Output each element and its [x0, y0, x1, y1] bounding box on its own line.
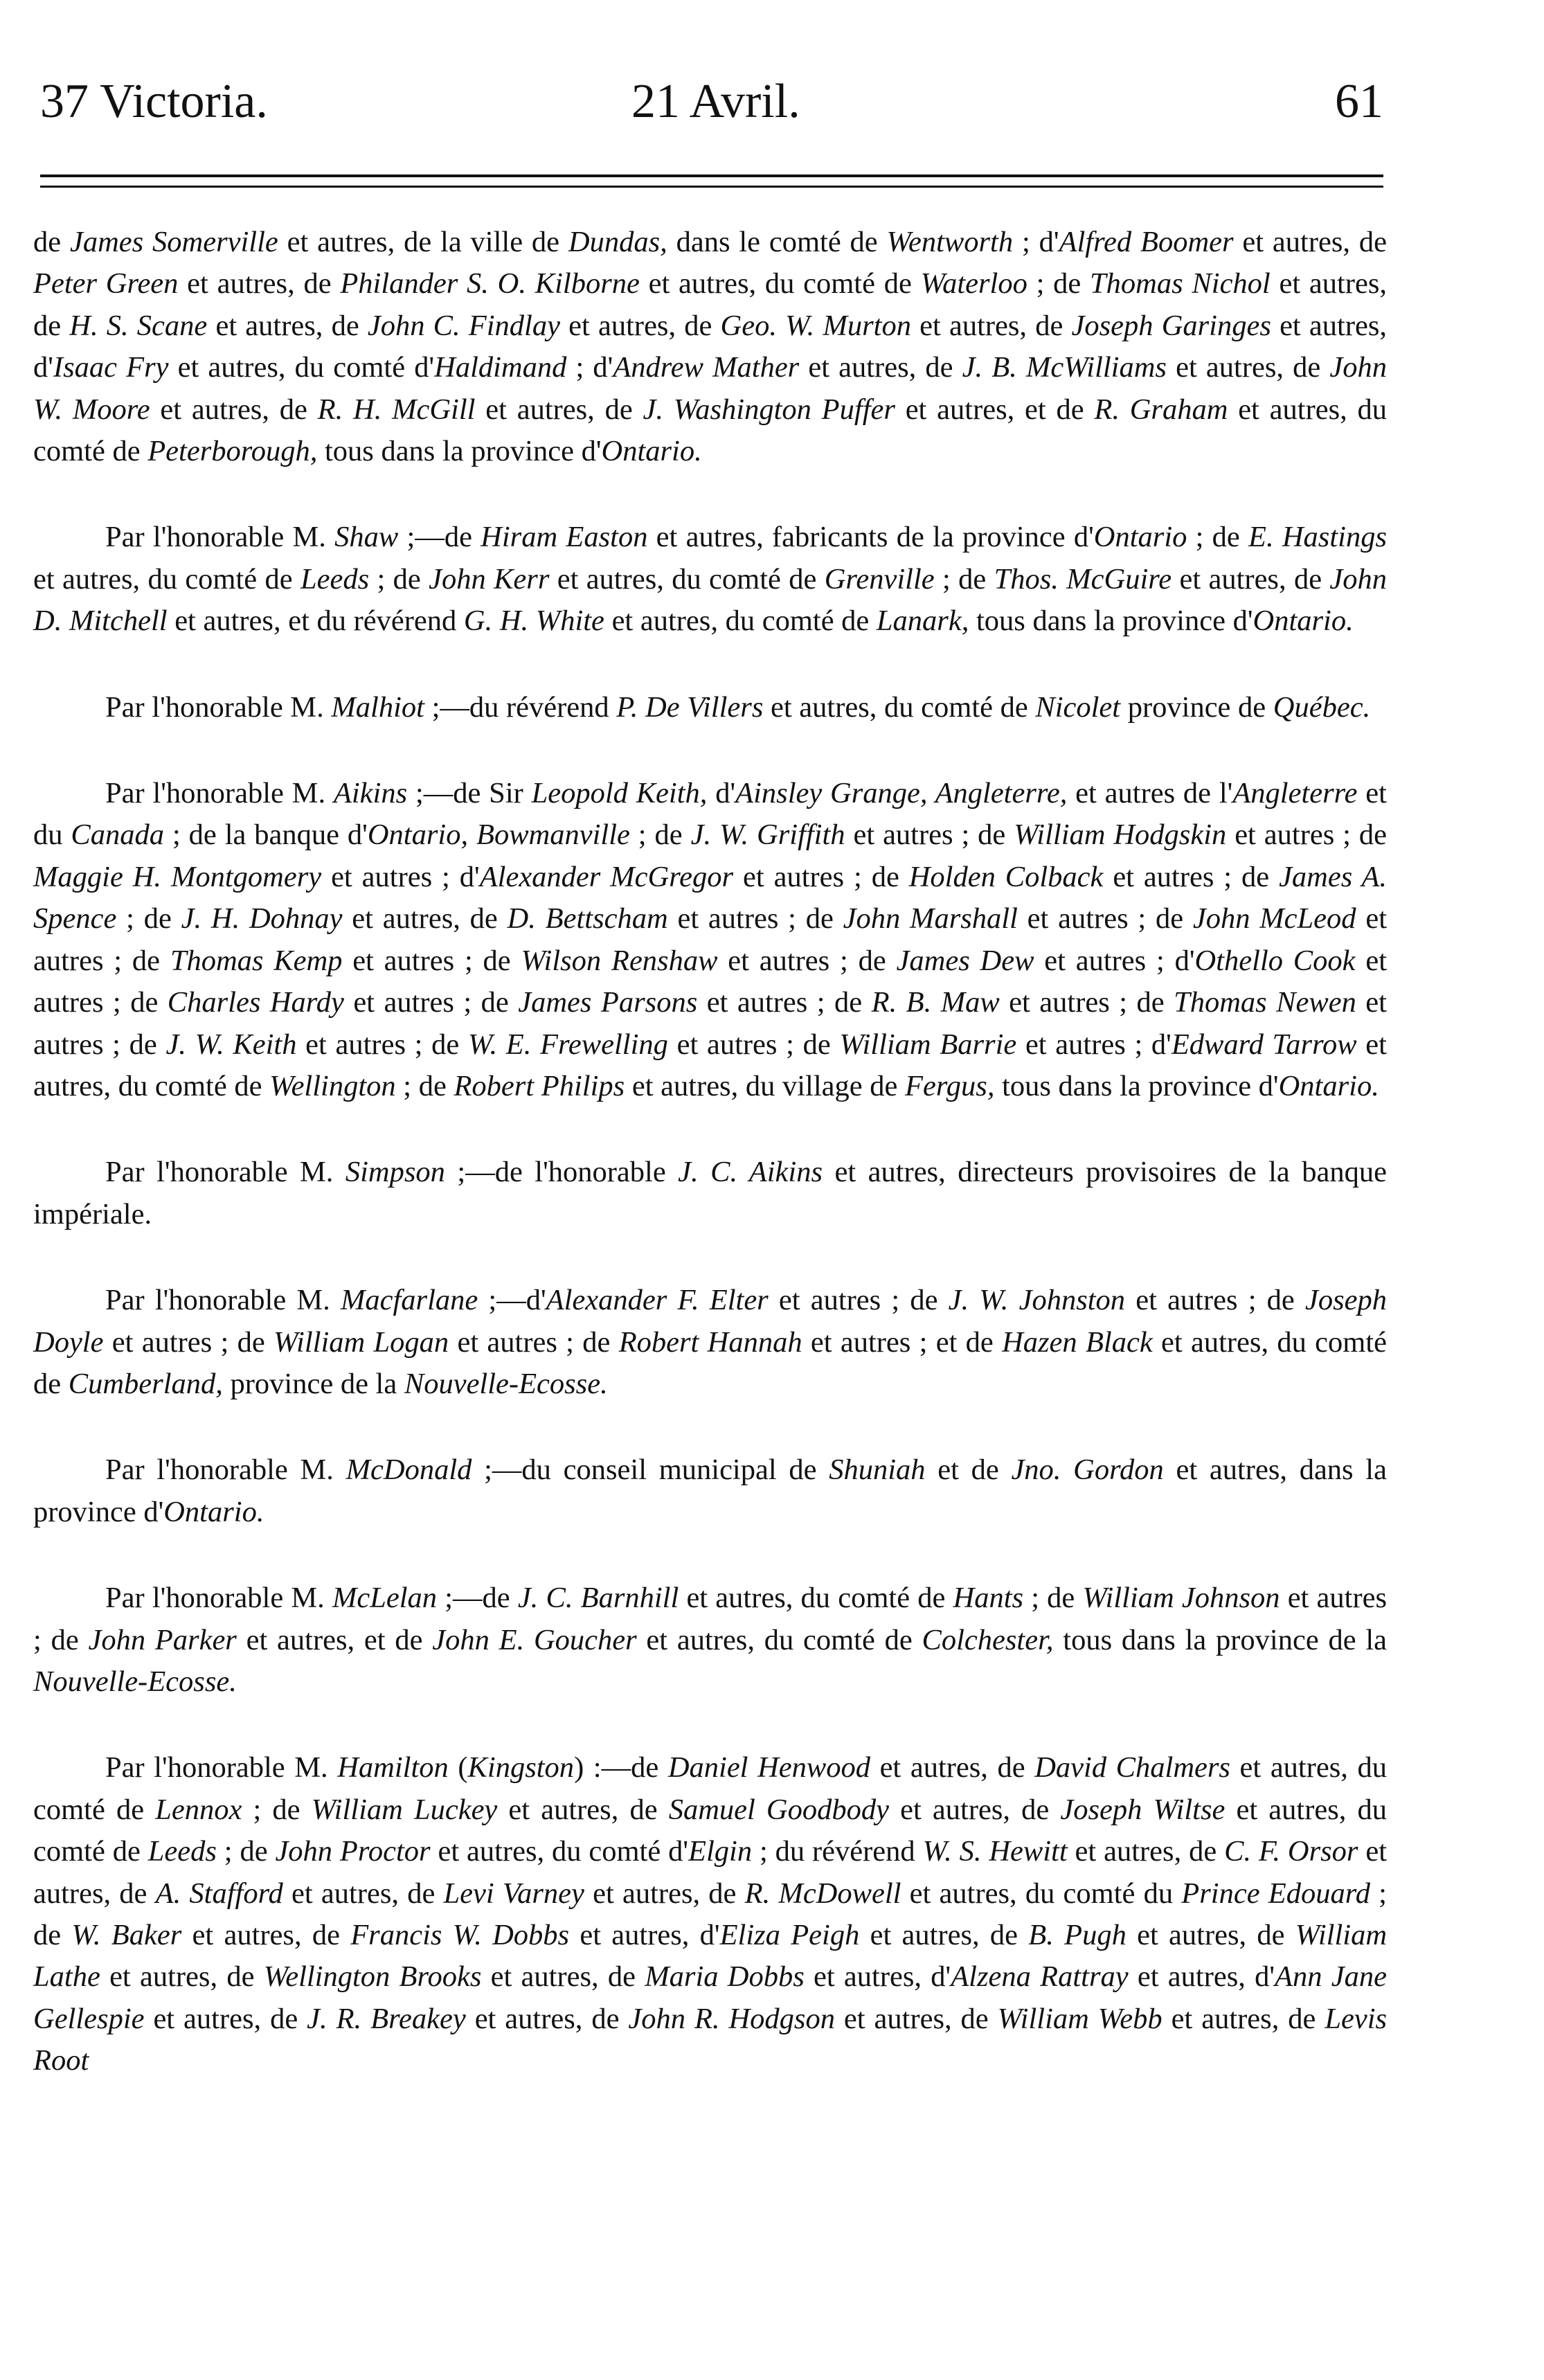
name-text: Haldimand [434, 351, 567, 384]
body-text-run: et autres, de [834, 2002, 998, 2035]
body-text-run: et autres ; de [1017, 902, 1193, 936]
body-text-run: et autres, du comté de [549, 562, 825, 596]
body-text-run: ; de [216, 1835, 276, 1868]
name-text: John McLeod [1192, 902, 1356, 936]
name-text: G. H. White [463, 605, 604, 638]
name-text: Isaac Fry [53, 351, 169, 384]
body-text-run: et autres, d' [1128, 1960, 1275, 1994]
name-text: Peter Green [33, 267, 179, 301]
body-text-run: et autres, de [497, 1793, 669, 1826]
name-text: R. H. McGill [317, 393, 476, 426]
body-text-run: et autres, du comté de [639, 267, 921, 301]
name-text: Othello Cook [1194, 944, 1356, 977]
body-text-run: et autres, et de [236, 1623, 433, 1656]
name-text: Levis Root [33, 2002, 1388, 2077]
name-text: Holden Colback [908, 860, 1104, 893]
name-text: Fergus, [905, 1069, 995, 1102]
body-text-run: et autres, de [178, 267, 341, 301]
body-text-run: et autres, de [481, 1960, 645, 1994]
petition-paragraph-aikins [33, 773, 1387, 1107]
body-text-run: et autres ; de [768, 1284, 949, 1317]
body-text-run: et autres ; d' [1034, 944, 1195, 977]
body-text-run: et autres ; de [733, 860, 909, 893]
body-text-run: et autres, de [342, 902, 508, 936]
body-text-run: et autres, de [1126, 1919, 1295, 1951]
body-text-run: et autres, du comté de [33, 1028, 1387, 1102]
body-text-run: et autres, du comté de [33, 393, 1388, 468]
body-text-run: et autres, d' [33, 309, 1388, 384]
body-text-run: Par l'honorable M. [105, 1582, 332, 1615]
body-text-run: et autres, de [33, 1835, 1388, 1910]
name-text: John Kerr [429, 562, 550, 596]
name-text: Ontario. [1253, 605, 1354, 638]
name-text: Samuel Goodbody [668, 1793, 889, 1826]
name-text: Alexander McGregor [479, 860, 734, 893]
body-text-run: et autres, du comté d' [430, 1835, 688, 1868]
name-text: Thomas Newen [1174, 986, 1356, 1019]
body-text-run: province de [1120, 690, 1273, 724]
body-text-run: ; d' [1013, 226, 1059, 258]
name-text: Wellington [269, 1069, 396, 1102]
body-text-run: tous dans la province d' [317, 435, 602, 468]
name-text: Daniel Henwood [667, 1751, 870, 1784]
body-text-run: et autres, de [100, 1960, 264, 1994]
body-text-run: Par l'honorable M. [105, 1156, 345, 1189]
body-text-run: et autres, de [1067, 1835, 1225, 1868]
body-text-run: et autres, de [1172, 562, 1330, 596]
body-text-run: et autres ; de [33, 902, 1387, 977]
name-text: William Webb [997, 2002, 1163, 2035]
petition-paragraph-malhiot [33, 687, 1387, 728]
name-text: Malhiot [331, 690, 424, 724]
name-text: McDonald [345, 1453, 472, 1487]
name-text: R. Graham [1094, 393, 1228, 426]
body-text-run: ; du révérend [752, 1835, 923, 1868]
body-text-run: et autres, du village de [625, 1069, 905, 1102]
name-text: Hants [953, 1582, 1024, 1615]
body-text-run: ; de [629, 818, 691, 852]
body-text-run: et autres, de [465, 2002, 629, 2035]
name-text: Joseph Doyle [33, 1284, 1387, 1359]
body-text-run: et autres, de [888, 1793, 1061, 1826]
name-text: J. Washington Puffer [643, 393, 895, 426]
header-rule-bottom [40, 186, 1383, 188]
name-text: Alzena Rattray [951, 1960, 1129, 1994]
body-text-run: ; d' [566, 351, 613, 384]
name-text: Lennox [155, 1793, 242, 1826]
body-text-run: et autres, de [144, 2002, 307, 2035]
name-text: R. B. Maw [871, 986, 1000, 1019]
body-text-run: et autres, et de [895, 393, 1095, 426]
body-text-run: ; de [116, 902, 181, 936]
body-text-run: ; de [1023, 1582, 1083, 1615]
body-text-run: et autres, du comté du [901, 1877, 1182, 1910]
name-text: Edward Tarrow [1171, 1028, 1357, 1061]
body-text-run: et autres, du comté de [763, 690, 1036, 724]
body-text-run: Par l'honorable M. [105, 1284, 341, 1317]
name-text: Hazen Black [1002, 1325, 1153, 1359]
body-text-run: ; de [934, 562, 994, 596]
body-text-run: et autres ; de [1125, 1284, 1305, 1317]
name-text: Andrew Mather [613, 351, 800, 384]
name-text: J. B. McWilliams [962, 351, 1167, 384]
name-text: J. H. Dohnay [181, 902, 343, 936]
body-text-run: et de [925, 1453, 1012, 1487]
body-text-run: et autres ; de [999, 986, 1174, 1019]
body-text-run: et autres ; de [103, 1325, 273, 1359]
name-text: Philander S. O. Kilborne [340, 267, 640, 301]
name-text: Ainsley Grange, Angleterre, [735, 777, 1068, 810]
name-text: Charles Hardy [167, 986, 344, 1019]
body-text-run: et autres, du comté de [33, 1793, 1388, 1868]
name-text: Simpson [345, 1156, 445, 1189]
body-text-run: et autres ; de [33, 1582, 1388, 1656]
body-text-run: et autres ; de [342, 944, 521, 977]
body-text-run: et autres, du comté de [33, 1751, 1388, 1826]
name-text: Wilson Renshaw [521, 944, 718, 977]
name-text: W. Baker [71, 1919, 182, 1951]
name-text: Geo. W. Murton [720, 309, 911, 342]
body-text-run: de [33, 226, 70, 258]
body-text-run: Par l'honorable M. [105, 777, 334, 810]
name-text: Québec. [1273, 690, 1371, 724]
name-text: Nouvelle-Ecosse. [404, 1367, 608, 1400]
name-text: William Logan [273, 1325, 449, 1359]
body-text-run: et autres, du comté d' [168, 351, 435, 384]
name-text: Cumberland, [68, 1367, 223, 1400]
body-text-run: et autres ; de [1103, 860, 1280, 893]
name-text: Peterborough, [147, 435, 318, 468]
session-label: 37 Victoria. [40, 75, 268, 128]
name-text: Macfarlane [340, 1284, 478, 1317]
body-text-run: et autres, du comté de [679, 1582, 953, 1615]
body-text-run: ; de [1187, 521, 1249, 554]
name-text: Alfred Boomer [1059, 226, 1234, 258]
name-text: Hamilton [337, 1751, 449, 1784]
name-text: W. S. Hewitt [922, 1835, 1068, 1868]
body-text-run: province de la [222, 1367, 404, 1400]
name-text: Wentworth [886, 226, 1014, 258]
name-text: Ontario. [163, 1495, 264, 1528]
body-text-run: ( [448, 1751, 468, 1784]
petition-paragraph-shaw [33, 517, 1387, 642]
body-text-run: et autres ; de [296, 1028, 468, 1061]
name-text: Nicolet [1035, 690, 1121, 724]
body-text-run: et autres ; et de [802, 1325, 1003, 1359]
name-text: P. De Villers [616, 690, 764, 724]
name-text: Lanark, [876, 605, 969, 638]
body-text-run: ;—de l'honorable [445, 1156, 679, 1189]
body-text-run: et autres, de [33, 267, 1388, 342]
body-text-run: ; de [33, 1877, 1387, 1951]
body-text-run: et autres ; de [717, 944, 897, 977]
name-text: Ann Jane Gellespie [33, 1960, 1387, 2035]
body-text-run: tous dans la province d' [969, 605, 1253, 638]
body-text-run: dans le comté de [667, 226, 887, 258]
petition-paragraph-mcdonald [33, 1449, 1387, 1533]
body-text-run: et autres ; d' [1016, 1028, 1172, 1061]
name-text: Eliza Peigh [719, 1919, 860, 1951]
body-text-run: et autres ; de [697, 986, 872, 1019]
name-text: Joseph Wiltse [1060, 1793, 1226, 1826]
name-text: Joseph Garinges [1071, 309, 1271, 342]
name-text: John E. Goucher [432, 1623, 637, 1656]
name-text: John Marshall [843, 902, 1018, 936]
name-text: Thos. McGuire [994, 562, 1172, 596]
name-text: E. Hastings [1248, 521, 1387, 554]
petition-paragraph-hamilton [33, 1747, 1387, 2082]
name-text: Dundas, [568, 226, 667, 258]
name-text: B. Pugh [1028, 1919, 1126, 1951]
body-text-run: et autres, du comté de [604, 605, 877, 638]
name-text: W. E. Frewelling [467, 1028, 668, 1061]
name-text: R. McDowell [744, 1877, 901, 1910]
body-text-run: et autres, d' [569, 1919, 720, 1951]
name-text: McLelan [332, 1582, 438, 1615]
name-text: Waterloo [920, 267, 1027, 301]
name-text: James Parsons [518, 986, 698, 1019]
body-text-run: et autres, de [282, 1877, 444, 1910]
body-text-run: et autres, de [859, 1919, 1029, 1951]
name-text: Aikins [333, 777, 408, 810]
name-text: Maria Dobbs [645, 1960, 805, 1994]
body-text-run: ; de la banque d' [164, 818, 368, 852]
body-text-run: et autres, et du révérend [167, 605, 464, 638]
body-text-run: et autres, de [1166, 351, 1330, 384]
body-text-run: Par l'honorable M. [105, 1453, 346, 1487]
name-text: D. Bettscham [507, 902, 668, 936]
body-text-run: ; de [1027, 267, 1090, 301]
name-text: J. C. Barnhill [517, 1582, 679, 1615]
body-text-run: et autres, du comté de [33, 1325, 1387, 1400]
body-text-run: et autres, de [910, 309, 1072, 342]
body-text-run: et du [33, 777, 1387, 852]
name-text: J. W. Griffith [690, 818, 845, 852]
body-text-run: ;—de [398, 521, 481, 554]
body-text-run: et autres, de [181, 1919, 351, 1951]
name-text: J. C. Aikins [678, 1156, 823, 1189]
body-text-run: et autres, de la ville de [278, 226, 568, 258]
name-text: James Dew [896, 944, 1034, 977]
body-text-run: ;—du conseil municipal de [472, 1453, 829, 1487]
name-text: James A. Spence [33, 860, 1388, 936]
name-text: C. F. Orsor [1224, 1835, 1358, 1868]
name-text: Shuniah [829, 1453, 926, 1487]
name-text: John Parker [88, 1623, 237, 1656]
name-text: William Barrie [839, 1028, 1017, 1061]
body-text-run: et autres, de [870, 1751, 1035, 1784]
body-text-run: et autres, dans la province d' [33, 1453, 1387, 1528]
name-text: Prince Edouard [1181, 1877, 1370, 1910]
name-text: Colchester, [922, 1623, 1054, 1656]
running-head [40, 64, 1383, 140]
body-text-run: et autres, de [584, 1877, 745, 1910]
body-text-run: Par l'honorable M. [105, 1751, 338, 1784]
body-text-run: et autres de l' [1067, 777, 1233, 810]
name-text: Ontario [1093, 521, 1187, 554]
body-text-run: ; de [395, 1069, 454, 1102]
name-text: A. Stafford [155, 1877, 283, 1910]
name-text: Thomas Nichol [1090, 267, 1271, 301]
body-text-run: et autres, de [799, 351, 962, 384]
body-text-run: et autres ; de [343, 986, 519, 1019]
name-text: John D. Mitchell [33, 562, 1388, 638]
body-text-run: et autres, de [207, 309, 368, 342]
body-text-run: et autres, de [475, 393, 643, 426]
name-text: Robert Philips [454, 1069, 625, 1102]
body-text-run: d' [707, 777, 736, 810]
body-text-run: ; de [369, 562, 429, 596]
body-text-run: et autres ; de [1226, 818, 1388, 852]
page-number: 61 [1335, 75, 1383, 128]
body-text-run: et autres, d' [804, 1960, 951, 1994]
body-text-run: et autres, de [150, 393, 318, 426]
name-text: Grenville [824, 562, 935, 596]
name-text: Leeds [147, 1835, 217, 1868]
name-text: Shaw [334, 521, 399, 554]
body-text-run: ;—de [437, 1582, 518, 1615]
name-text: Robert Hannah [618, 1325, 802, 1359]
body-text-run: et autres, du comté de [33, 562, 300, 596]
body-text-run: ;—de Sir [407, 777, 532, 810]
body-text-run: Par l'honorable M. [105, 521, 335, 554]
name-text: Wellington Brooks [263, 1960, 482, 1994]
body-text-run: ) :—de [574, 1751, 668, 1784]
name-text: Alexander F. Elter [546, 1284, 769, 1317]
body-text-run: et autres ; de [845, 818, 1014, 852]
name-text: Leopold Keith, [531, 777, 708, 810]
body-text-run: et autres ; de [33, 986, 1387, 1061]
name-text: Ontario, Bowmanville [367, 818, 630, 852]
name-text: J. W. Keith [165, 1028, 297, 1061]
name-text: Kingston [467, 1751, 575, 1784]
date-label: 21 Avril. [631, 75, 800, 128]
petition-paragraph-1 [33, 222, 1387, 472]
body-text-run: et autres, directeurs provisoires de la banque impériale. [33, 1156, 1387, 1231]
body-text-run: tous dans la province d' [994, 1069, 1279, 1102]
name-text: John R. Hodgson [628, 2002, 835, 2035]
name-text: Francis W. Dobbs [350, 1919, 570, 1951]
body-text-run: et autres ; de [33, 944, 1388, 1019]
body-text-run: ; de [242, 1793, 312, 1826]
name-text: William Johnson [1082, 1582, 1280, 1615]
name-text: Maggie H. Montgomery [33, 860, 322, 893]
petition-paragraph-mclelan [33, 1577, 1387, 1703]
name-text: James Somerville [69, 226, 278, 258]
name-text: Hiram Easton [481, 521, 648, 554]
petition-paragraph-simpson [33, 1152, 1387, 1235]
name-text: William Luckey [311, 1793, 498, 1826]
body-text-run: et autres ; de [449, 1325, 619, 1359]
body-text-run: et autres, du comté de [636, 1623, 922, 1656]
body-text-run: et autres ; de [667, 1028, 840, 1061]
name-text: Jno. Gordon [1011, 1453, 1164, 1487]
body-text-run: et autres ; de [667, 902, 843, 936]
name-text: J. W. Johnston [948, 1284, 1126, 1317]
name-text: Thomas Kemp [170, 944, 343, 977]
body-text-run: et autres, de [559, 309, 721, 342]
body-text-run: et autres ; d' [321, 860, 480, 893]
body-text [33, 222, 1387, 2082]
name-text: John W. Moore [33, 351, 1387, 426]
petition-paragraph-macfarlane [33, 1280, 1387, 1405]
body-text-run: ;—du révérend [424, 690, 617, 724]
header-rule-top [40, 175, 1383, 177]
body-text-run: Par l'honorable M. [105, 690, 332, 724]
name-text: John C. Findlay [367, 309, 560, 342]
name-text: Levi Varney [443, 1877, 584, 1910]
name-text: Nouvelle-Ecosse. [33, 1665, 237, 1698]
name-text: H. S. Scane [69, 309, 208, 342]
body-text-run: et autres, fabricants de la province d' [647, 521, 1094, 554]
body-text-run: et autres, de [1233, 226, 1387, 258]
name-text: David Chalmers [1034, 1751, 1230, 1784]
name-text: Leeds [300, 562, 370, 596]
name-text: Ontario. [1278, 1069, 1379, 1102]
body-text-run: ;—d' [478, 1284, 546, 1317]
name-text: John Proctor [275, 1835, 431, 1868]
body-text-run: tous dans la province de la [1053, 1623, 1387, 1656]
name-text: Angleterre [1232, 777, 1358, 810]
name-text: William Hodgskin [1014, 818, 1227, 852]
name-text: Ontario. [601, 435, 702, 468]
name-text: Elgin [688, 1835, 753, 1868]
body-text-run: et autres, de [1162, 2002, 1325, 2035]
name-text: J. R. Breakey [307, 2002, 466, 2035]
name-text: Canada [71, 818, 165, 852]
name-text: William Lathe [33, 1919, 1388, 1994]
